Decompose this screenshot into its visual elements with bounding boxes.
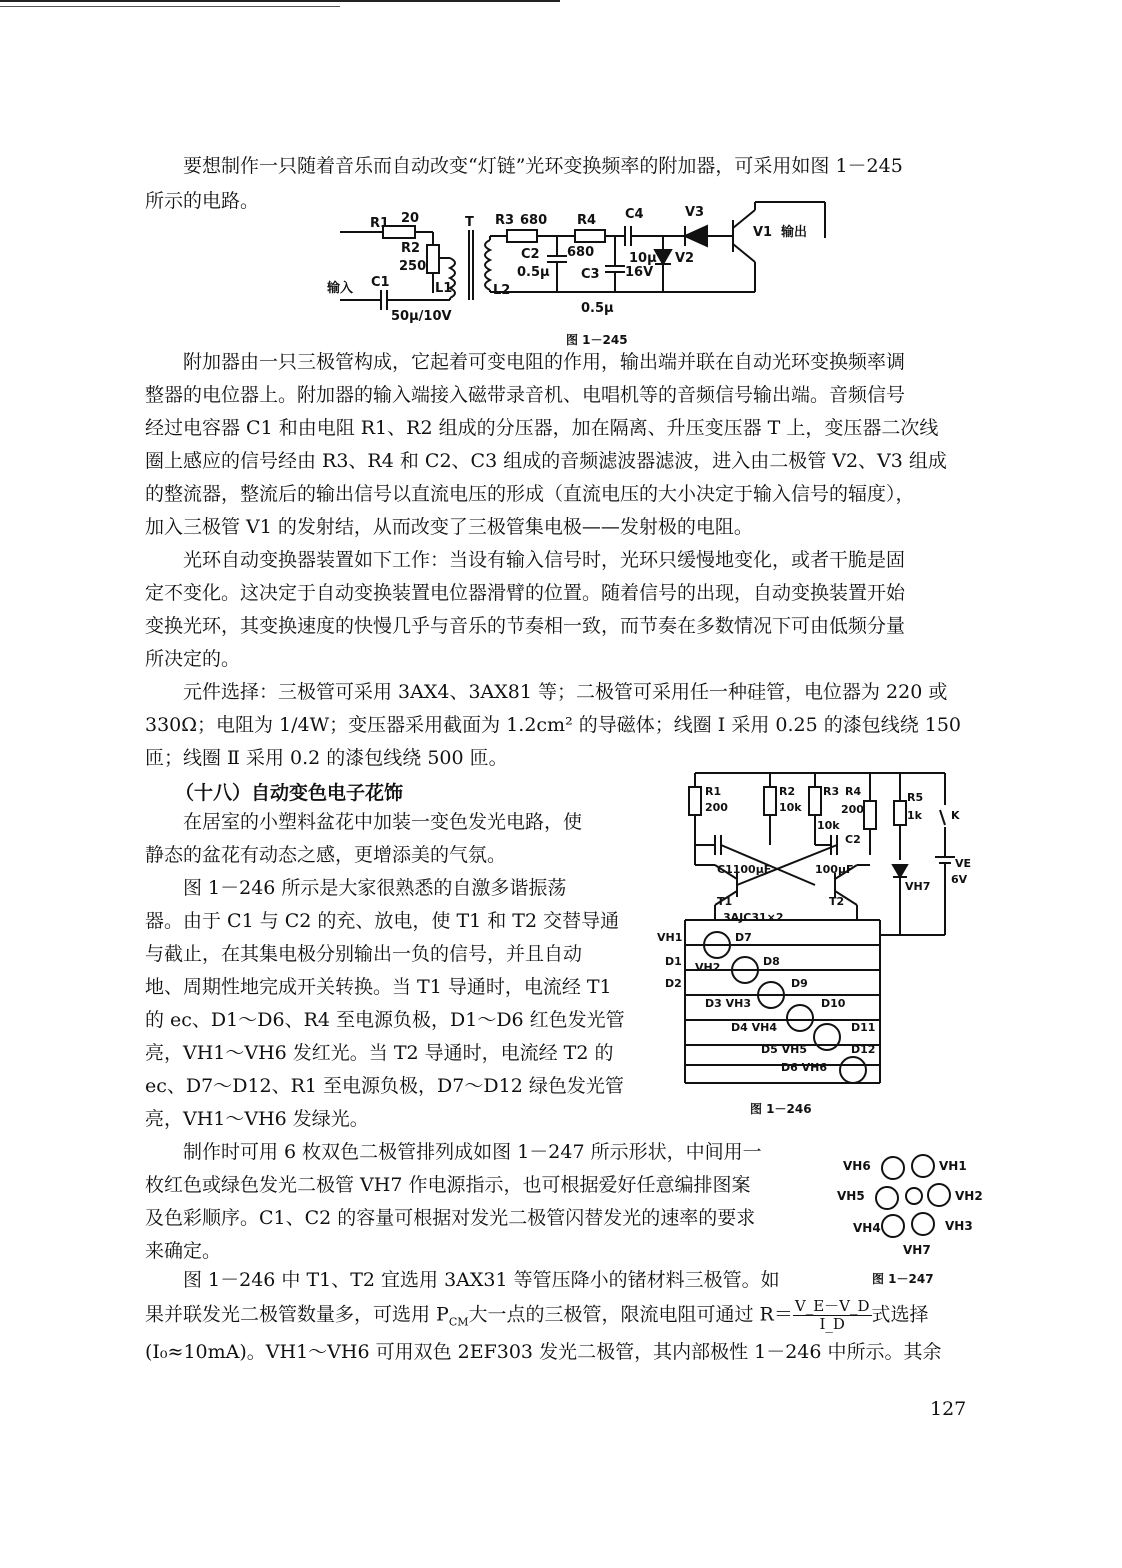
fig246-d6-vh6: D6 VH6: [781, 1061, 827, 1074]
para5-line-7: ec、D7～D12、R1 至电源负极，D7～D12 绿色发光管: [145, 1075, 624, 1097]
fig245-output: 输出: [781, 225, 808, 240]
para5-line-6: 亮，VH1～VH6 发红光。当 T2 导通时，电流经 T2 的: [145, 1042, 614, 1064]
fig245-r3-value: 680: [520, 213, 548, 228]
fig245-v3: V3: [685, 205, 705, 220]
para1-line-2: 整器的电位器上。附加器的输入端接入磁带录音机、电唱机等的音频信号输出端。音频信号: [145, 384, 906, 406]
fig246-d12: D12: [851, 1043, 876, 1056]
fig246-r2: R2: [779, 785, 796, 798]
fig245-r3: R3: [495, 213, 515, 228]
fig247-vh5: VH5: [837, 1189, 865, 1203]
fig245-c3-value: 0.5μ: [581, 301, 614, 316]
fig246-r1-value: 200: [705, 801, 728, 814]
fig246-t2: T2: [829, 895, 845, 908]
para2-line-3: 变换光环，其变换速度的快慢几乎与音乐的节奏相一致，而节奏在多数情况下可由低频分量: [145, 615, 906, 637]
fig245-t: T: [465, 215, 474, 230]
para6-line-1: 制作时可用 6 枚双色二极管排列成如图 1－247 所示形状，中间用一: [183, 1141, 762, 1163]
fig246-r3-value: 10k: [817, 819, 840, 832]
fig246-d3-vh3: D3 VH3: [705, 997, 751, 1010]
fig245-r4-value: 680: [567, 245, 595, 260]
fig245-c2-value: 0.5μ: [517, 265, 550, 280]
fig246-r4-value: 200: [841, 803, 864, 816]
fig246-d1: D1: [665, 955, 682, 968]
fig245-l2: L2: [493, 283, 511, 298]
fig246-d4-vh4: D4 VH4: [731, 1021, 777, 1034]
para2-line-1: 光环自动变换器装置如下工作：当设有输入信号时，光环只缓慢地变化，或者干脆是固: [183, 549, 906, 571]
para2-line-4: 所决定的。: [145, 648, 241, 670]
fig246-k: K: [951, 809, 960, 822]
fig246-d8: D8: [763, 955, 780, 968]
intro-line-2: 所示的电路。: [145, 190, 260, 212]
fig245-l1: L1: [435, 281, 453, 296]
top-rule: [0, 0, 560, 2]
figure-1-245-caption: 图 1－245: [566, 333, 628, 347]
fig245-v1: V1: [753, 225, 773, 240]
para5-line-4: 地、周期性地完成开关转换。当 T1 导通时，电流经 T1: [145, 976, 612, 998]
fig247-vh1: VH1: [939, 1159, 967, 1173]
fig245-r2: R2: [401, 241, 421, 256]
fig245-r1-value: 20: [401, 211, 420, 226]
figure-1-246-caption: 图 1－246: [750, 1102, 812, 1116]
fig246-c2-value: 100μF: [815, 863, 854, 876]
fig246-d2: D2: [665, 977, 682, 990]
fig247-vh3: VH3: [945, 1219, 973, 1233]
fig245-r1: R1: [370, 216, 390, 231]
para1-line-6: 加入三极管 V1 的发射结，从而改变了三极管集电极——发射极的电阻。: [145, 516, 753, 538]
fig245-c1-value: 50μ/10V: [391, 309, 452, 324]
figure-1-247-led-layout: [835, 1150, 995, 1260]
fig246-c1: C1100μF: [717, 863, 772, 876]
fig246-vh2: VH2: [695, 961, 721, 974]
fig245-c4: C4: [625, 207, 644, 222]
top-rule-thin: [0, 6, 340, 7]
fig245-c2: C2: [521, 247, 540, 262]
formula-fraction: $\frac{V\_E-V\_D}{I\_D}$: [794, 1297, 870, 1333]
para3-line-2: 330Ω；电阻为 1/4W；变压器采用截面为 1.2cm² 的导磁体；线圈 I 采用 0.25 的漆包线绕 150: [145, 714, 962, 736]
figure-1-246-circuit: [655, 765, 972, 1100]
fig245-v2: V2: [675, 251, 695, 266]
fig247-vh6: VH6: [843, 1159, 871, 1173]
fig246-d11: D11: [851, 1021, 876, 1034]
para5-line-5: 的 ec、D1～D6、R4 至电源负极，D1～D6 红色发光管: [145, 1009, 625, 1031]
para4-line-2: 静态的盆花有动态之感，更增添美的气氛。: [145, 844, 507, 866]
para1-line-4: 圈上感应的信号经由 R3、R4 和 C2、C3 组成的音频滤波器滤波，进入由二极管 V2、V3 组成: [145, 450, 947, 472]
fig245-r4: R4: [577, 213, 597, 228]
para1-line-5: 的整流器，整流后的输出信号以直流电压的形成（直流电压的大小决定于输入信号的辐度），: [145, 483, 915, 505]
fig246-d5-vh5: D5 VH5: [761, 1043, 807, 1056]
fig245-c3: C3: [581, 267, 600, 282]
fig245-c4-value2: 16V: [625, 265, 654, 280]
fig246-d7: D7: [735, 931, 752, 944]
fig245-input: 输入: [327, 281, 354, 296]
para2-line-2: 定不变化。这决定于自动变换装置电位器滑臂的位置。随着信号的出现，自动变换装置开始: [145, 582, 906, 604]
fig246-r1: R1: [705, 785, 722, 798]
section-heading: （十八）自动变色电子花饰: [175, 782, 404, 804]
fig247-vh4: VH4: [853, 1221, 881, 1235]
fig245-c1: C1: [371, 275, 390, 290]
para7-line-2: 果并联发光二极管数量多，可选用 $P_{CM}$大一点的三极管，限流电阻可通过 R＝ $\frac{V\_E-V\_D}{I\_D}$ 式选择: [145, 1297, 929, 1333]
para5-line-2: 器。由于 C1 与 C2 的充、放电，使 T1 和 T2 交替导通: [145, 910, 620, 932]
para7-line-1: 图 1－246 中 T1、T2 宜选用 3AX31 等管压降小的锗材料三极管。如: [183, 1269, 780, 1291]
fig247-vh7: VH7: [903, 1243, 931, 1257]
figure-1-245-circuit: [325, 200, 865, 330]
para5-line-8: 亮，VH1～VH6 发绿光。: [145, 1108, 369, 1130]
fig246-vh7: VH7: [905, 880, 931, 893]
fig246-ve-value: 6V: [951, 873, 968, 886]
para6-line-3: 及色彩顺序。C1、C2 的容量可根据对发光二极管闪替发光的速率的要求: [145, 1207, 756, 1229]
fig247-vh2: VH2: [955, 1189, 983, 1203]
fig246-transistor-type: 3AJC31×2: [723, 911, 784, 924]
fig245-c4-value1: 10μ: [629, 251, 657, 266]
fig246-r2-value: 10k: [779, 801, 802, 814]
para3-line-1: 元件选择：三极管可采用 3AX4、3AX81 等；二极管可采用任一种硅管，电位器为 220 或: [183, 681, 948, 703]
fig245-r2-value: 250: [399, 259, 427, 274]
para3-line-3: 匝；线圈 Ⅱ 采用 0.2 的漆包线绕 500 匝。: [145, 747, 508, 769]
page-number: 127: [930, 1398, 967, 1420]
para1-line-3: 经过电容器 C1 和由电阻 R1、R2 组成的分压器，加在隔离、升压变压器 T 上，变压器二次线: [145, 417, 939, 439]
fig246-r5: R5: [907, 791, 924, 804]
fig246-vh1: VH1: [657, 931, 683, 944]
fig246-r5-value: 1k: [907, 809, 922, 822]
para6-line-4: 来确定。: [145, 1240, 222, 1262]
fig246-d9: D9: [791, 977, 808, 990]
fig246-d10: D10: [821, 997, 846, 1010]
intro-line-1: 要想制作一只随着音乐而自动改变“灯链”光环变换频率的附加器，可采用如图 1－245: [183, 155, 903, 177]
fig246-c2: C2: [845, 833, 861, 846]
fig246-r4: R4: [845, 785, 862, 798]
para1-line-1: 附加器由一只三极管构成，它起着可变电阻的作用，输出端并联在自动光环变换频率调: [183, 351, 906, 373]
para4-line-1: 在居室的小塑料盆花中加装一变色发光电路，使: [183, 811, 583, 833]
figure-1-247-caption: 图 1－247: [872, 1272, 934, 1286]
para7-line-3: (I₀≈10mA)。VH1～VH6 可用双色 2EF303 发光二极管，其内部极性 1－246 中所示。其余: [145, 1341, 942, 1363]
fig246-t1: T1: [717, 895, 733, 908]
para5-line-3: 与截止，在其集电极分别输出一负的信号，并且自动: [145, 943, 583, 965]
para5-line-1: 图 1－246 所示是大家很熟悉的自激多谐振荡: [183, 877, 567, 899]
fig246-r3: R3: [823, 785, 840, 798]
para6-line-2: 枚红色或绿色发光二极管 VH7 作电源指示，也可根据爱好任意编排图案: [145, 1174, 751, 1196]
fig246-ve: VE: [955, 857, 972, 870]
